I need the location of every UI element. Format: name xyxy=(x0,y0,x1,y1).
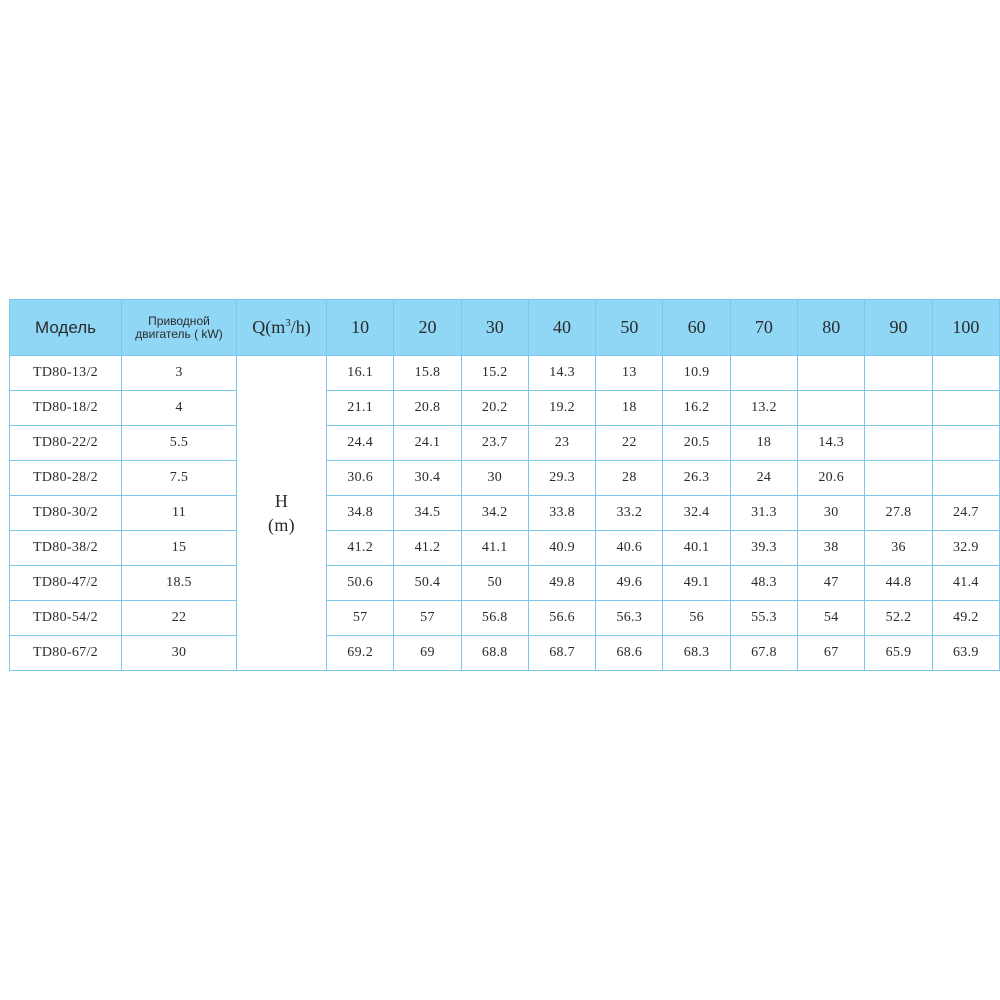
header-flow-value: 70 xyxy=(730,300,797,356)
head-value-cell: 41.2 xyxy=(327,531,394,566)
header-flow-value: 30 xyxy=(461,300,528,356)
header-flow-label xyxy=(237,300,327,356)
head-value-cell: 56.3 xyxy=(596,601,663,636)
head-value-cell: 18 xyxy=(596,391,663,426)
head-value-cell: 69 xyxy=(394,636,461,671)
head-value-cell: 28 xyxy=(596,461,663,496)
head-value-cell: 44.8 xyxy=(865,566,932,601)
head-value-cell: 39.3 xyxy=(730,531,797,566)
table-body xyxy=(10,356,1000,671)
head-value-cell: 56 xyxy=(663,601,730,636)
head-value-cell xyxy=(865,391,932,426)
head-value-cell: 30 xyxy=(798,496,865,531)
table-row xyxy=(10,636,1000,671)
model-cell: TD80-22/2 xyxy=(10,426,122,461)
head-value-cell: 24.1 xyxy=(394,426,461,461)
table-row xyxy=(10,496,1000,531)
model-cell: TD80-54/2 xyxy=(10,601,122,636)
head-value-cell: 16.1 xyxy=(327,356,394,391)
head-label-unit: (m) xyxy=(268,515,295,535)
head-value-cell: 30 xyxy=(461,461,528,496)
head-value-cell: 49.1 xyxy=(663,566,730,601)
head-value-cell: 20.2 xyxy=(461,391,528,426)
table-row xyxy=(10,531,1000,566)
head-value-cell: 19.2 xyxy=(528,391,595,426)
head-value-cell: 27.8 xyxy=(865,496,932,531)
head-value-cell: 69.2 xyxy=(327,636,394,671)
head-value-cell: 14.3 xyxy=(528,356,595,391)
table-row xyxy=(10,601,1000,636)
motor-power-cell: 18.5 xyxy=(122,566,237,601)
table-row xyxy=(10,426,1000,461)
head-value-cell: 32.9 xyxy=(932,531,999,566)
head-value-cell: 31.3 xyxy=(730,496,797,531)
motor-power-cell: 5.5 xyxy=(122,426,237,461)
head-value-cell: 49.6 xyxy=(596,566,663,601)
head-value-cell xyxy=(865,356,932,391)
head-value-cell: 13 xyxy=(596,356,663,391)
head-label-h: H xyxy=(274,491,289,511)
model-cell: TD80-47/2 xyxy=(10,566,122,601)
head-value-cell: 36 xyxy=(865,531,932,566)
head-value-cell: 48.3 xyxy=(730,566,797,601)
motor-power-cell: 7.5 xyxy=(122,461,237,496)
head-value-cell xyxy=(798,391,865,426)
head-value-cell: 41.1 xyxy=(461,531,528,566)
head-value-cell xyxy=(865,426,932,461)
head-value-cell: 14.3 xyxy=(798,426,865,461)
head-value-cell: 40.9 xyxy=(528,531,595,566)
head-value-cell xyxy=(730,356,797,391)
head-value-cell: 57 xyxy=(327,601,394,636)
head-value-cell: 34.2 xyxy=(461,496,528,531)
head-value-cell: 56.6 xyxy=(528,601,595,636)
head-value-cell: 24.4 xyxy=(327,426,394,461)
head-value-cell: 30.4 xyxy=(394,461,461,496)
head-value-cell xyxy=(932,426,999,461)
head-value-cell xyxy=(798,356,865,391)
head-value-cell xyxy=(932,356,999,391)
head-value-cell: 34.8 xyxy=(327,496,394,531)
motor-power-cell: 30 xyxy=(122,636,237,671)
head-value-cell: 24 xyxy=(730,461,797,496)
head-value-cell: 41.4 xyxy=(932,566,999,601)
head-value-cell: 54 xyxy=(798,601,865,636)
head-value-cell: 24.7 xyxy=(932,496,999,531)
head-value-cell: 18 xyxy=(730,426,797,461)
head-value-cell xyxy=(865,461,932,496)
head-value-cell: 56.8 xyxy=(461,601,528,636)
head-value-cell: 26.3 xyxy=(663,461,730,496)
flow-superscript: 3 xyxy=(285,317,291,329)
head-value-cell: 20.5 xyxy=(663,426,730,461)
head-value-cell: 34.5 xyxy=(394,496,461,531)
head-value-cell: 49.2 xyxy=(932,601,999,636)
head-value-cell: 30.6 xyxy=(327,461,394,496)
head-value-cell: 23 xyxy=(528,426,595,461)
header-motor-line1: Приводной xyxy=(148,313,210,328)
table-row xyxy=(10,566,1000,601)
head-value-cell: 15.2 xyxy=(461,356,528,391)
header-flow-value: 20 xyxy=(394,300,461,356)
motor-power-cell: 3 xyxy=(122,356,237,391)
model-cell: TD80-67/2 xyxy=(10,636,122,671)
head-value-cell: 50 xyxy=(461,566,528,601)
head-value-cell: 13.2 xyxy=(730,391,797,426)
head-value-cell: 29.3 xyxy=(528,461,595,496)
header-motor-power xyxy=(122,300,237,356)
head-value-cell: 22 xyxy=(596,426,663,461)
head-value-cell: 67 xyxy=(798,636,865,671)
head-value-cell: 63.9 xyxy=(932,636,999,671)
head-value-cell: 21.1 xyxy=(327,391,394,426)
head-value-cell: 40.1 xyxy=(663,531,730,566)
head-label-cell xyxy=(237,356,327,671)
pump-performance-table xyxy=(9,299,1000,671)
head-value-cell: 23.7 xyxy=(461,426,528,461)
header-flow-value: 40 xyxy=(528,300,595,356)
model-cell: TD80-18/2 xyxy=(10,391,122,426)
head-value-cell: 68.8 xyxy=(461,636,528,671)
flow-prefix: Q(m xyxy=(252,317,286,337)
head-value-cell: 32.4 xyxy=(663,496,730,531)
header-flow-value: 90 xyxy=(865,300,932,356)
head-value-cell: 67.8 xyxy=(730,636,797,671)
model-cell: TD80-30/2 xyxy=(10,496,122,531)
head-value-cell: 68.3 xyxy=(663,636,730,671)
motor-power-cell: 22 xyxy=(122,601,237,636)
motor-power-cell: 15 xyxy=(122,531,237,566)
header-flow-value: 80 xyxy=(798,300,865,356)
model-cell: TD80-28/2 xyxy=(10,461,122,496)
head-value-cell: 65.9 xyxy=(865,636,932,671)
head-value-cell: 49.8 xyxy=(528,566,595,601)
head-value-cell xyxy=(932,461,999,496)
head-value-cell: 16.2 xyxy=(663,391,730,426)
motor-power-cell: 11 xyxy=(122,496,237,531)
model-cell: TD80-38/2 xyxy=(10,531,122,566)
table-header-row xyxy=(10,300,1000,356)
head-value-cell: 68.7 xyxy=(528,636,595,671)
head-value-cell: 47 xyxy=(798,566,865,601)
head-value-cell: 41.2 xyxy=(394,531,461,566)
head-value-cell: 57 xyxy=(394,601,461,636)
table-row xyxy=(10,356,1000,391)
head-value-cell: 15.8 xyxy=(394,356,461,391)
table-row xyxy=(10,391,1000,426)
header-flow-value: 50 xyxy=(596,300,663,356)
header-flow-value: 60 xyxy=(663,300,730,356)
head-value-cell: 52.2 xyxy=(865,601,932,636)
header-model: Модель xyxy=(10,300,122,356)
head-value-cell: 33.8 xyxy=(528,496,595,531)
table-row xyxy=(10,461,1000,496)
head-value-cell: 68.6 xyxy=(596,636,663,671)
motor-power-cell: 4 xyxy=(122,391,237,426)
header-flow-value: 100 xyxy=(932,300,999,356)
model-cell: TD80-13/2 xyxy=(10,356,122,391)
flow-suffix: /h) xyxy=(290,317,311,337)
head-value-cell: 50.6 xyxy=(327,566,394,601)
head-value-cell: 40.6 xyxy=(596,531,663,566)
head-value-cell: 20.8 xyxy=(394,391,461,426)
head-value-cell: 55.3 xyxy=(730,601,797,636)
head-value-cell: 10.9 xyxy=(663,356,730,391)
head-value-cell: 33.2 xyxy=(596,496,663,531)
head-value-cell: 20.6 xyxy=(798,461,865,496)
head-value-cell: 38 xyxy=(798,531,865,566)
head-value-cell: 50.4 xyxy=(394,566,461,601)
header-motor-line2: двигатель ( kW) xyxy=(135,326,223,341)
header-flow-value: 10 xyxy=(327,300,394,356)
head-value-cell xyxy=(932,391,999,426)
